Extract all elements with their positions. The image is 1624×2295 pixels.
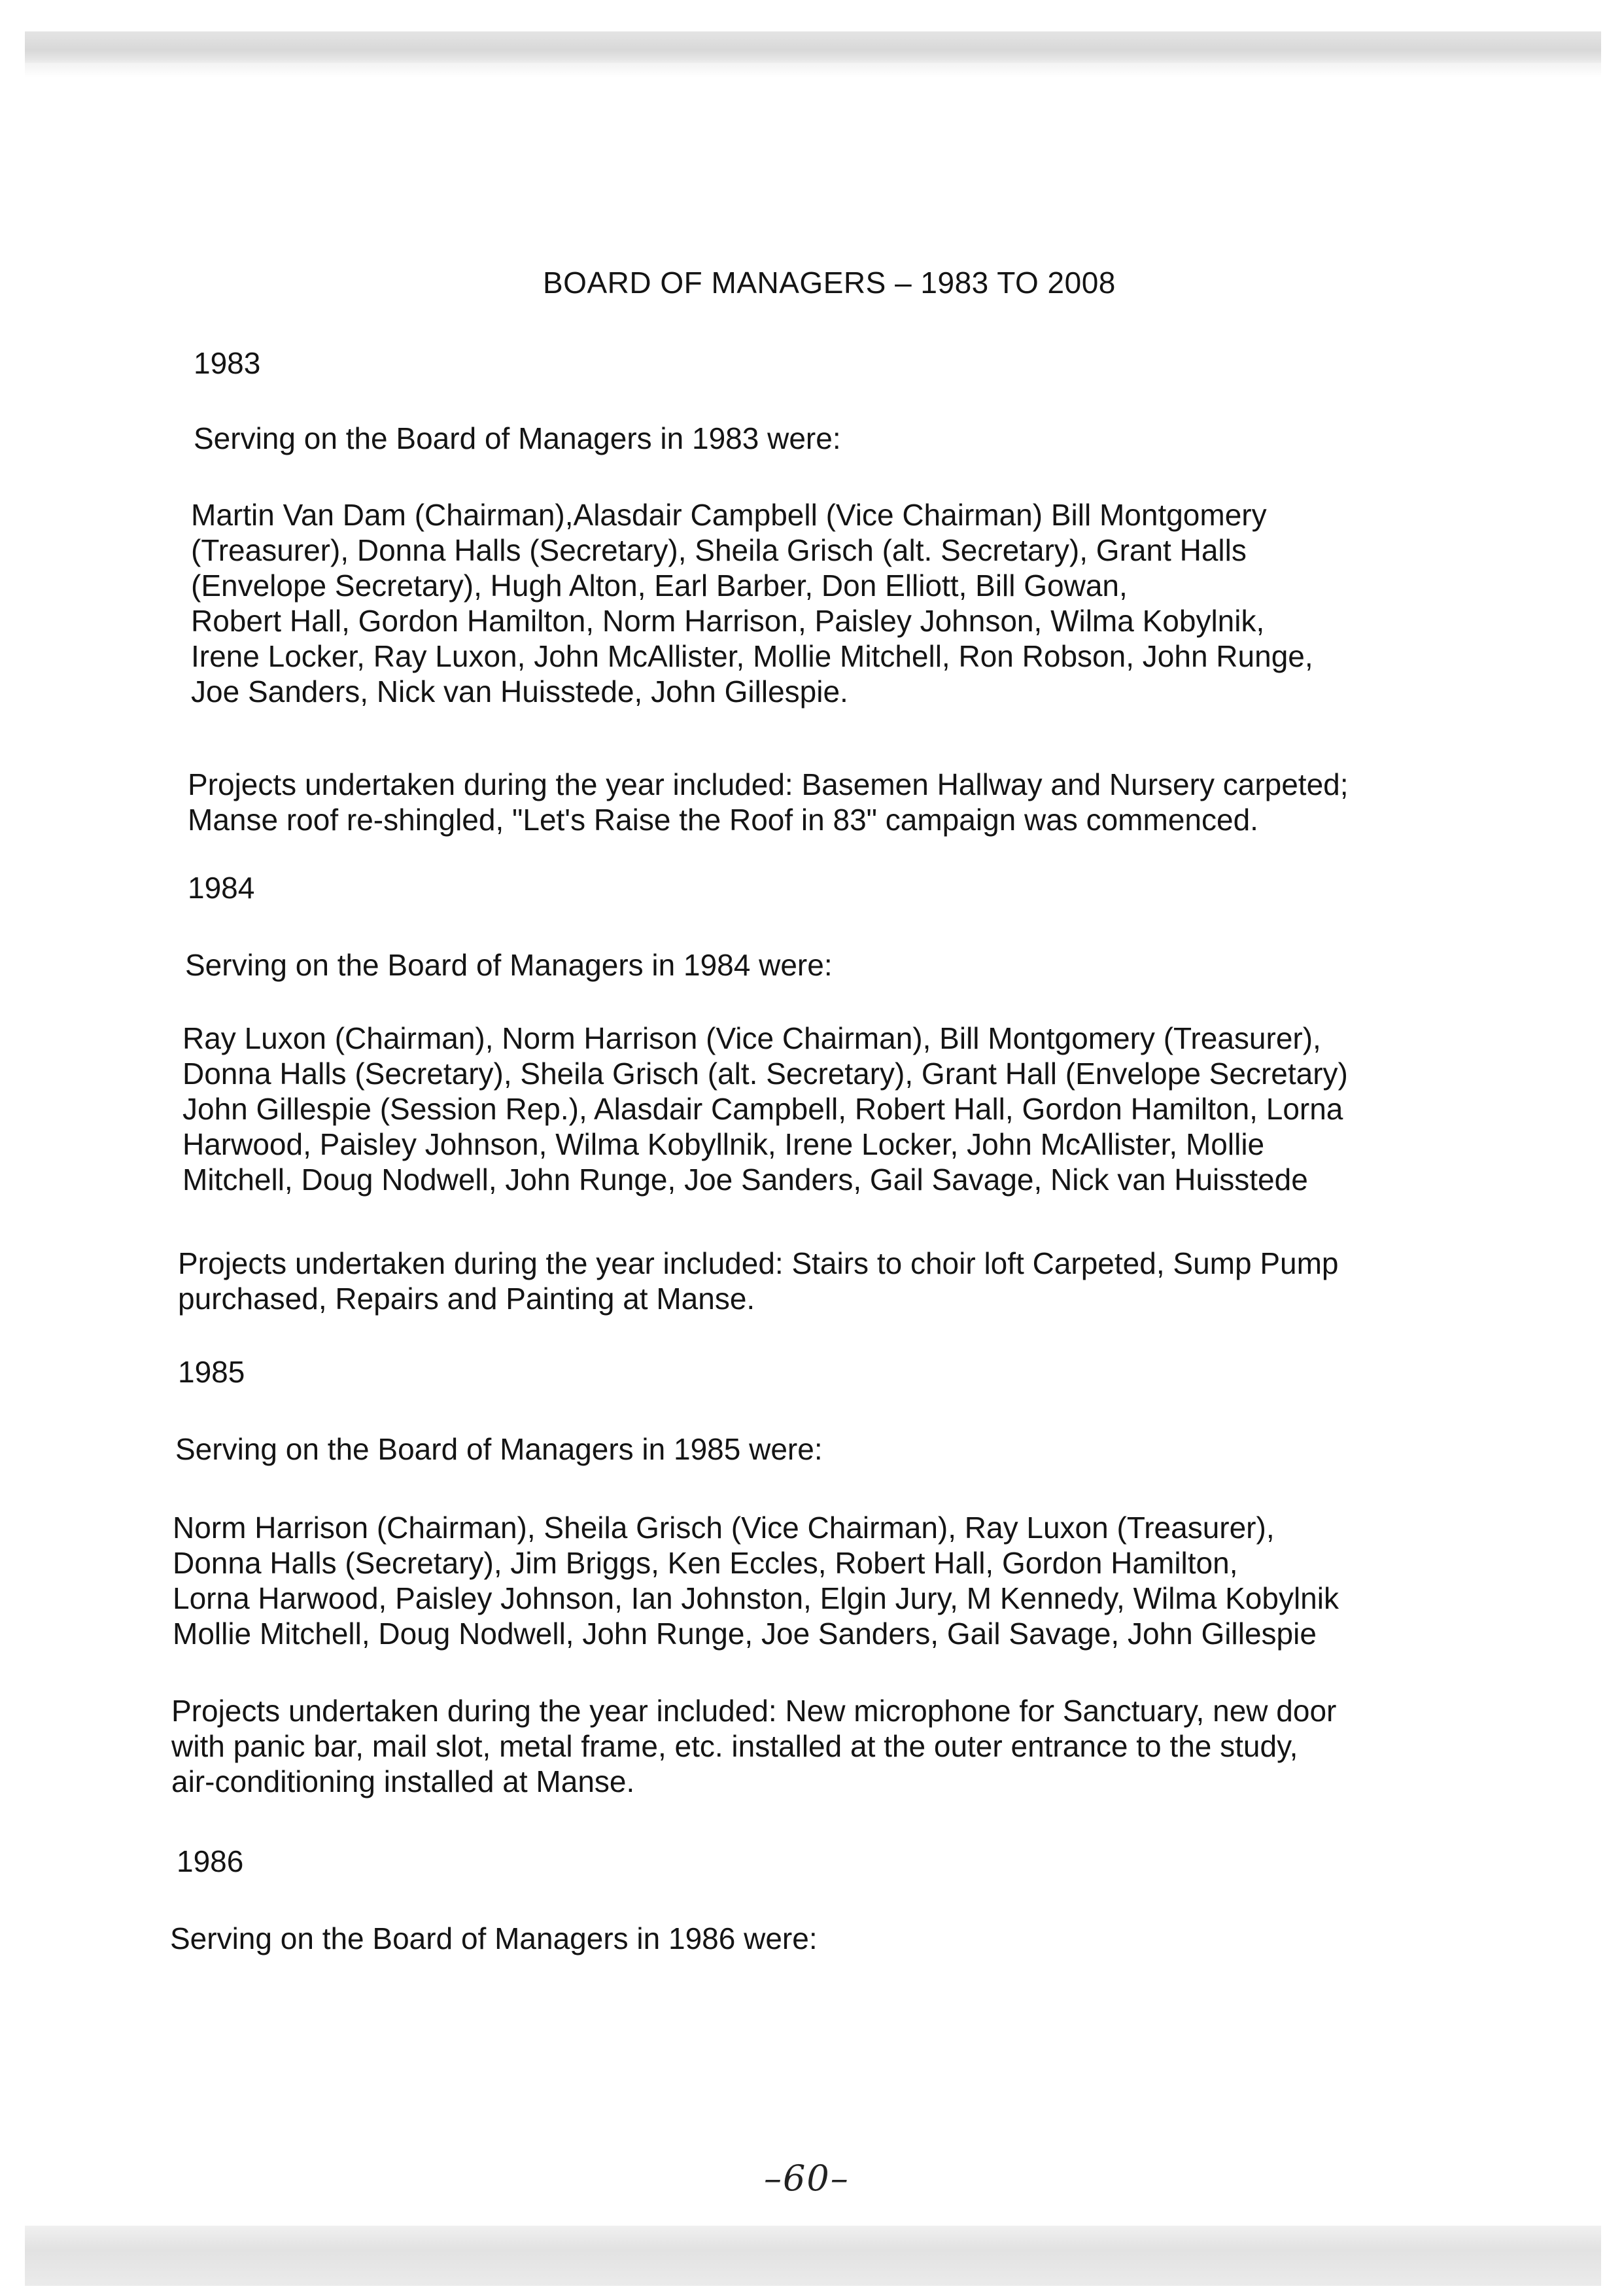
members-1984-line: Mitchell, Doug Nodwell, John Runge, Joe Sanders, Gail Savage, Nick van Huisstede — [182, 1163, 1308, 1197]
page-number: –60– — [764, 2158, 850, 2199]
members-1984-line: Harwood, Paisley Johnson, Wilma Kobyllnik, Irene Locker, John McAllister, Mollie — [182, 1127, 1265, 1161]
projects-1984 — [178, 1246, 1339, 1316]
projects-1985-line: air-conditioning installed at Manse. — [171, 1764, 635, 1798]
projects-1983 — [188, 767, 1349, 837]
members-1984 — [182, 1021, 1348, 1197]
members-1983-line: Martin Van Dam (Chairman),Alasdair Campbell (Vice Chairman) Bill Montgomery — [191, 498, 1267, 532]
projects-1983-line: Manse roof re-shingled, "Let's Raise the Roof in 83" campaign was commenced. — [188, 803, 1258, 837]
projects-1985-line: Projects undertaken during the year included: New microphone for Sanctuary, new door — [171, 1694, 1337, 1728]
members-1983-line: Joe Sanders, Nick van Huisstede, John Gillespie. — [191, 674, 848, 709]
scan-edge-top — [25, 31, 1601, 63]
projects-1985-line: with panic bar, mail slot, metal frame, etc. installed at the outer entrance to the study, — [171, 1729, 1298, 1763]
projects-1985 — [171, 1693, 1336, 1799]
members-1983-line: (Treasurer), Donna Halls (Secretary), Sheila Grisch (alt. Secretary), Grant Halls — [191, 533, 1247, 567]
serving-heading-1986: Serving on the Board of Managers in 1986 were: — [170, 1921, 818, 1955]
year-heading-1986: 1986 — [177, 1844, 244, 1878]
projects-1983-line: Projects undertaken during the year included: Basemen Hallway and Nursery carpeted; — [188, 767, 1349, 801]
members-1985-line: Lorna Harwood, Paisley Johnson, Ian Johnston, Elgin Jury, M Kennedy, Wilma Kobylnik — [173, 1581, 1339, 1615]
members-1983 — [191, 497, 1313, 709]
scan-edge-top-shadow — [25, 63, 1601, 77]
members-1983-line: Robert Hall, Gordon Hamilton, Norm Harrison, Paisley Johnson, Wilma Kobylnik, — [191, 604, 1265, 638]
members-1985-line: Mollie Mitchell, Doug Nodwell, John Runge, Joe Sanders, Gail Savage, John Gillespie — [173, 1617, 1317, 1651]
members-1983-line: (Envelope Secretary), Hugh Alton, Earl Barber, Don Elliott, Bill Gowan, — [191, 569, 1128, 603]
year-heading-1984: 1984 — [188, 871, 255, 905]
members-1985-line: Norm Harrison (Chairman), Sheila Grisch (Vice Chairman), Ray Luxon (Treasurer), — [173, 1511, 1275, 1545]
members-1985-line: Donna Halls (Secretary), Jim Briggs, Ken Eccles, Robert Hall, Gordon Hamilton, — [173, 1546, 1238, 1580]
members-1984-line: Ray Luxon (Chairman), Norm Harrison (Vice Chairman), Bill Montgomery (Treasurer), — [182, 1021, 1321, 1055]
projects-1984-line: purchased, Repairs and Painting at Manse. — [178, 1282, 755, 1316]
members-1983-line: Irene Locker, Ray Luxon, John McAllister, Mollie Mitchell, Ron Robson, John Runge, — [191, 639, 1313, 673]
serving-heading-1984: Serving on the Board of Managers in 1984 were: — [185, 948, 833, 982]
serving-heading-1983: Serving on the Board of Managers in 1983 were: — [194, 421, 841, 455]
members-1984-line: Donna Halls (Secretary), Sheila Grisch (alt. Secretary), Grant Hall (Envelope Secretary) — [182, 1057, 1348, 1091]
year-heading-1985: 1985 — [178, 1355, 245, 1389]
members-1984-line: John Gillespie (Session Rep.), Alasdair Campbell, Robert Hall, Gordon Hamilton, Lorna — [182, 1092, 1343, 1126]
year-heading-1983: 1983 — [194, 346, 261, 380]
serving-heading-1985: Serving on the Board of Managers in 1985 were: — [175, 1432, 823, 1466]
projects-1984-line: Projects undertaken during the year included: Stairs to choir loft Carpeted, Sump Pump — [178, 1246, 1339, 1280]
members-1985 — [173, 1510, 1339, 1651]
scan-edge-bottom — [25, 2226, 1601, 2286]
page-title: BOARD OF MANAGERS – 1983 TO 2008 — [543, 266, 1116, 300]
